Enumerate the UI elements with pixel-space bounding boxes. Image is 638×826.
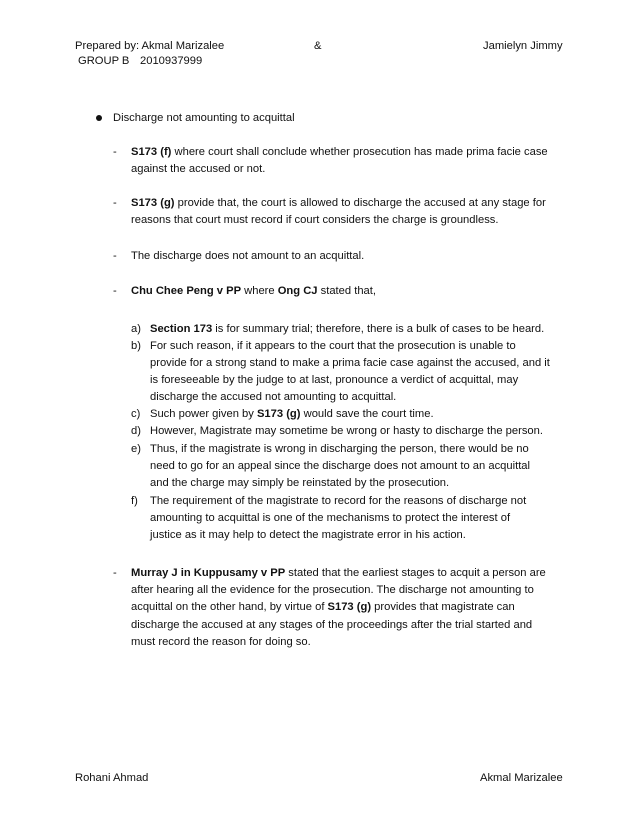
sub-b-line-4: discharge the accused not amounting to acquittal. — [150, 391, 397, 403]
chu-case: Chu Chee Peng v PP — [131, 285, 242, 297]
sub-f-line-3: justice as it may help to detect the magistrate error in his action. — [150, 529, 466, 541]
murray-line-2: after hearing all the evidence for the prosecution. The discharge not amounting to — [131, 584, 534, 596]
murray-line-1 — [131, 565, 546, 581]
s173f-line-1 — [131, 144, 548, 160]
s173g-line-2: reasons that court must record if court considers the charge is groundless. — [131, 214, 499, 226]
s173g-ref: S173 (g) — [131, 197, 175, 209]
header-ampersand: & — [314, 40, 322, 52]
sub-e-line-1: Thus, if the magistrate is wrong in discharging the person, there would be no — [150, 443, 529, 455]
header-coauthor: Jamielyn Jimmy — [483, 40, 563, 52]
sub-e-line-2: need to go for an appeal since the discharge does not amount to an acquittal — [150, 460, 531, 472]
sub-f-line-1: The requirement of the magistrate to record for the reasons of discharge not — [150, 495, 527, 507]
section-heading: Discharge not amounting to acquittal — [113, 112, 295, 124]
sub-c-ref: S173 (g) — [256, 408, 301, 420]
s173f-text: where court shall conclude whether prosecution has made prima facie case — [171, 146, 548, 158]
chu-line — [131, 283, 376, 299]
sub-marker-e: e) — [131, 443, 141, 455]
dash-marker: - — [113, 567, 117, 579]
header-group: GROUP B — [78, 55, 130, 67]
sub-a-text: is for summary trial; therefore, there is a bulk of cases to be heard. — [212, 323, 545, 335]
dash-marker: - — [113, 197, 117, 209]
sub-marker-a: a) — [131, 323, 141, 335]
sub-f-line-2: amounting to acquittal is one of the mechanisms to protect the interest of — [150, 512, 511, 524]
footer-left: Rohani Ahmad — [75, 772, 149, 784]
no-acquittal-line: The discharge does not amount to an acquittal. — [131, 250, 365, 262]
s173f-ref: S173 (f) — [131, 146, 172, 158]
sub-b-line-2: provide for a strong stand to make a prima facie case against the accused, and it — [150, 357, 550, 369]
sub-c-pre: Such power given by — [150, 408, 257, 420]
sub-marker-f: f) — [131, 495, 138, 507]
dash-marker: - — [113, 146, 117, 158]
murray-text: stated that the earliest stages to acquit a person are — [285, 567, 546, 579]
sub-e-line-3: and the charge may simply be reinstated by the prosecution. — [150, 477, 450, 489]
chu-end: stated that, — [317, 285, 376, 297]
sub-a-ref: Section 173 — [150, 323, 213, 335]
bullet-icon — [96, 115, 102, 121]
s173g-line-1 — [131, 195, 546, 211]
sub-a-line — [150, 321, 544, 337]
sub-b-line-1: For such reason, if it appears to the court that the prosecution is unable to — [150, 340, 516, 352]
dash-marker: - — [113, 285, 117, 297]
sub-marker-d: d) — [131, 425, 141, 437]
sub-b-line-3: is foreseeable by the judge to at last, pronounce a verdict of acquittal, may — [150, 374, 519, 386]
murray-ref: Murray J in Kuppusamy v PP — [131, 567, 286, 579]
s173g-text: provide that, the court is allowed to discharge the accused at any stage for — [174, 197, 546, 209]
sub-c-line — [150, 406, 434, 422]
dash-marker: - — [113, 250, 117, 262]
chu-mid: where — [241, 285, 278, 297]
murray-line-5: must record the reason for doing so. — [131, 636, 311, 648]
header-student-id: 2010937999 — [140, 55, 203, 67]
chu-judge: Ong CJ — [277, 285, 318, 297]
murray-line-3 — [131, 599, 515, 615]
sub-c-post: would save the court time. — [300, 408, 434, 420]
header-prepared-by: Prepared by: Akmal Marizalee — [75, 40, 225, 52]
murray-l3-ref: S173 (g) — [327, 601, 372, 613]
s173f-line-2: against the accused or not. — [131, 163, 266, 175]
murray-line-4: discharge the accused at any stages of the proceedings after the trial started and — [131, 619, 533, 631]
sub-marker-b: b) — [131, 340, 141, 352]
footer-right: Akmal Marizalee — [480, 772, 563, 784]
sub-d-line: However, Magistrate may sometime be wrong or hasty to discharge the person. — [150, 425, 543, 437]
murray-l3a: acquittal on the other hand, by virtue of — [131, 601, 328, 613]
murray-l3b: provides that magistrate can — [371, 601, 515, 613]
sub-marker-c: c) — [131, 408, 141, 420]
